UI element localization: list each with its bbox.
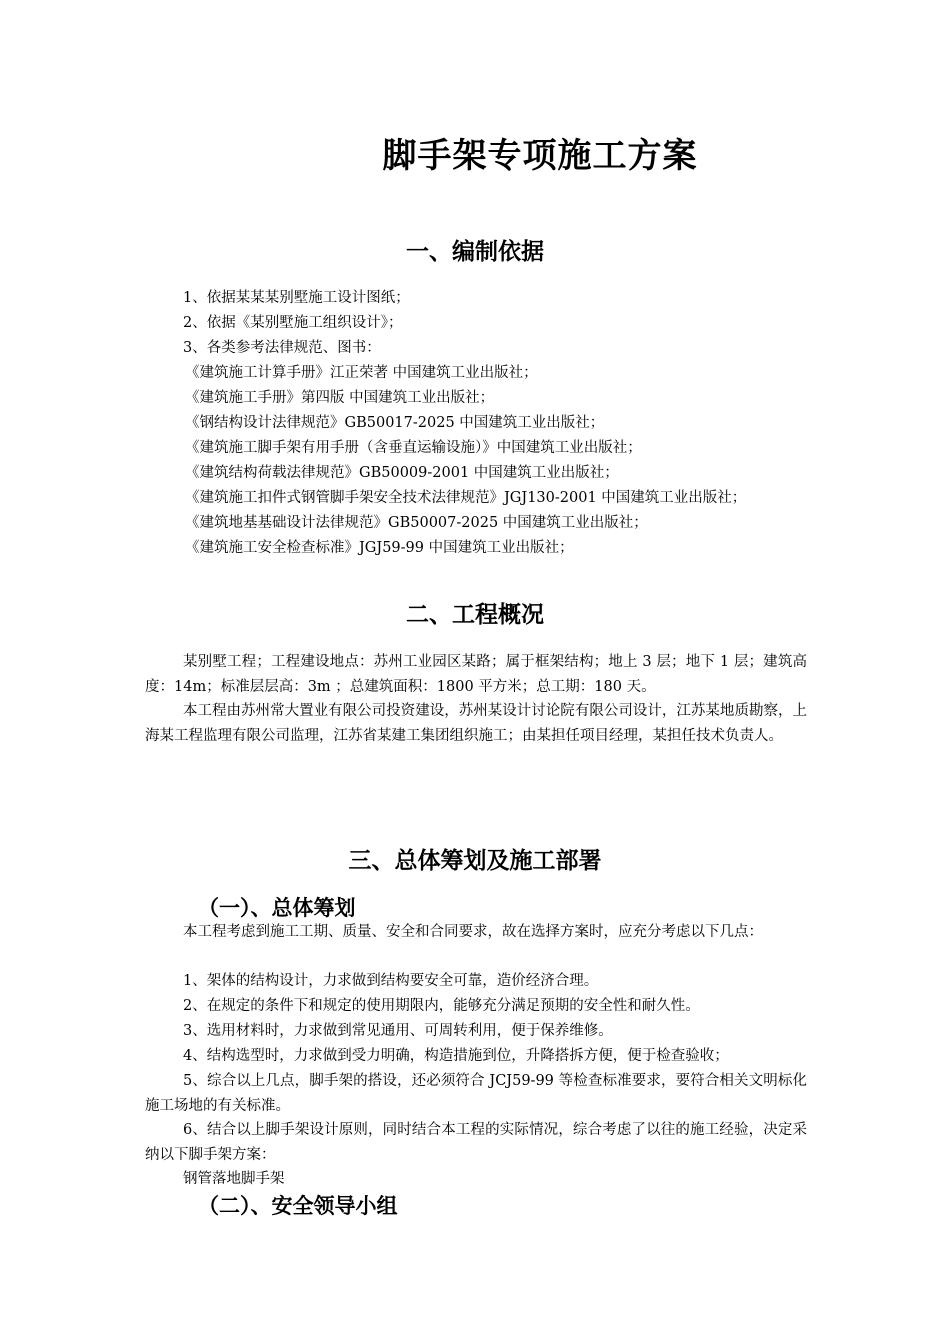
reference-book: 《建筑施工手册》第四版 中国建筑工业出版社； — [185, 390, 495, 406]
planning-intro-paragraph: 本工程考虑到施工工期、质量、安全和合同要求，故在选择方案时，应充分考虑以下几点： — [183, 924, 763, 940]
reference-book: 《建筑地基基础设计法律规范》GB50007-2025 中国建筑工业出版社； — [185, 515, 648, 531]
reference-book: 《建筑结构荷载法律规范》GB50009-2001 中国建筑工业出版社； — [185, 465, 619, 481]
basis-item: 1、依据某某某别墅施工设计图纸； — [183, 290, 410, 306]
planning-point: 4、结构选型时，力求做到受力明确，构造措施到位，升降搭拆方便，便于检查验收； — [183, 1048, 729, 1064]
planning-point: 5、综合以上几点，脚手架的搭设，还必须符合 JCJ59-99 等检查标准要求，要符合相关文明标化施工场地的有关标准。 — [145, 1073, 807, 1114]
scaffold-choice: 钢管落地脚手架 — [183, 1171, 285, 1187]
planning-point: 1、架体的结构设计，力求做到结构要安全可靠，造价经济合理。 — [183, 973, 599, 989]
reference-book: 《建筑施工脚手架有用手册（含垂直运输设施）》中国建筑工业出版社； — [185, 440, 642, 456]
reference-book: 《建筑施工安全检查标准》JGJ59-99 中国建筑工业出版社； — [185, 540, 574, 556]
overview-paragraph: 本工程由苏州常大置业有限公司投资建设，苏州某设计讨论院有限公司设计，江苏某地质勘察，上海某工程监理有限公司监理，江苏省某建工集团组织施工；由某担任项目经理，某担任技术负责人。 — [145, 703, 807, 744]
document-title: 脚手架专项施工方案 — [382, 136, 698, 176]
basis-item: 3、各类参考法律规范、图书： — [183, 340, 381, 356]
planning-point: 6、结合以上脚手架设计原则，同时结合本工程的实际情况，综合考虑了以往的施工经验，决定采纳以下脚手架方案： — [145, 1122, 807, 1163]
overview-paragraph: 某别墅工程；工程建设地点：苏州工业园区某路；属于框架结构；地上 3 层；地下 1 层；建筑高度：14m；标准层层高：3m ；总建筑面积：1800 平方米；总工期：180 天。 — [145, 654, 807, 695]
section-heading-overview: 二、工程概况 — [406, 602, 544, 628]
section-heading-basis: 一、编制依据 — [406, 239, 544, 265]
planning-point: 2、在规定的条件下和规定的使用期限内，能够充分满足预期的安全性和耐久性。 — [183, 998, 700, 1014]
reference-book: 《钢结构设计法律规范》GB50017-2025 中国建筑工业出版社； — [185, 415, 605, 431]
reference-book: 《建筑施工计算手册》江正荣著 中国建筑工业出版社； — [185, 365, 538, 381]
planning-point: 3、选用材料时，力求做到常见通用、可周转利用，便于保养维修。 — [183, 1023, 613, 1039]
reference-book: 《建筑施工扣件式钢管脚手架安全技术法律规范》JGJ130-2001 中国建筑工业出版社； — [185, 490, 747, 506]
subsection-heading-overall-planning: （一）、总体筹划 — [198, 896, 356, 920]
section-heading-planning: 三、总体筹划及施工部署 — [348, 848, 602, 874]
basis-item: 2、依据《某别墅施工组织设计》； — [183, 315, 403, 331]
subsection-heading-safety-group: （二）、安全领导小组 — [198, 1194, 398, 1218]
